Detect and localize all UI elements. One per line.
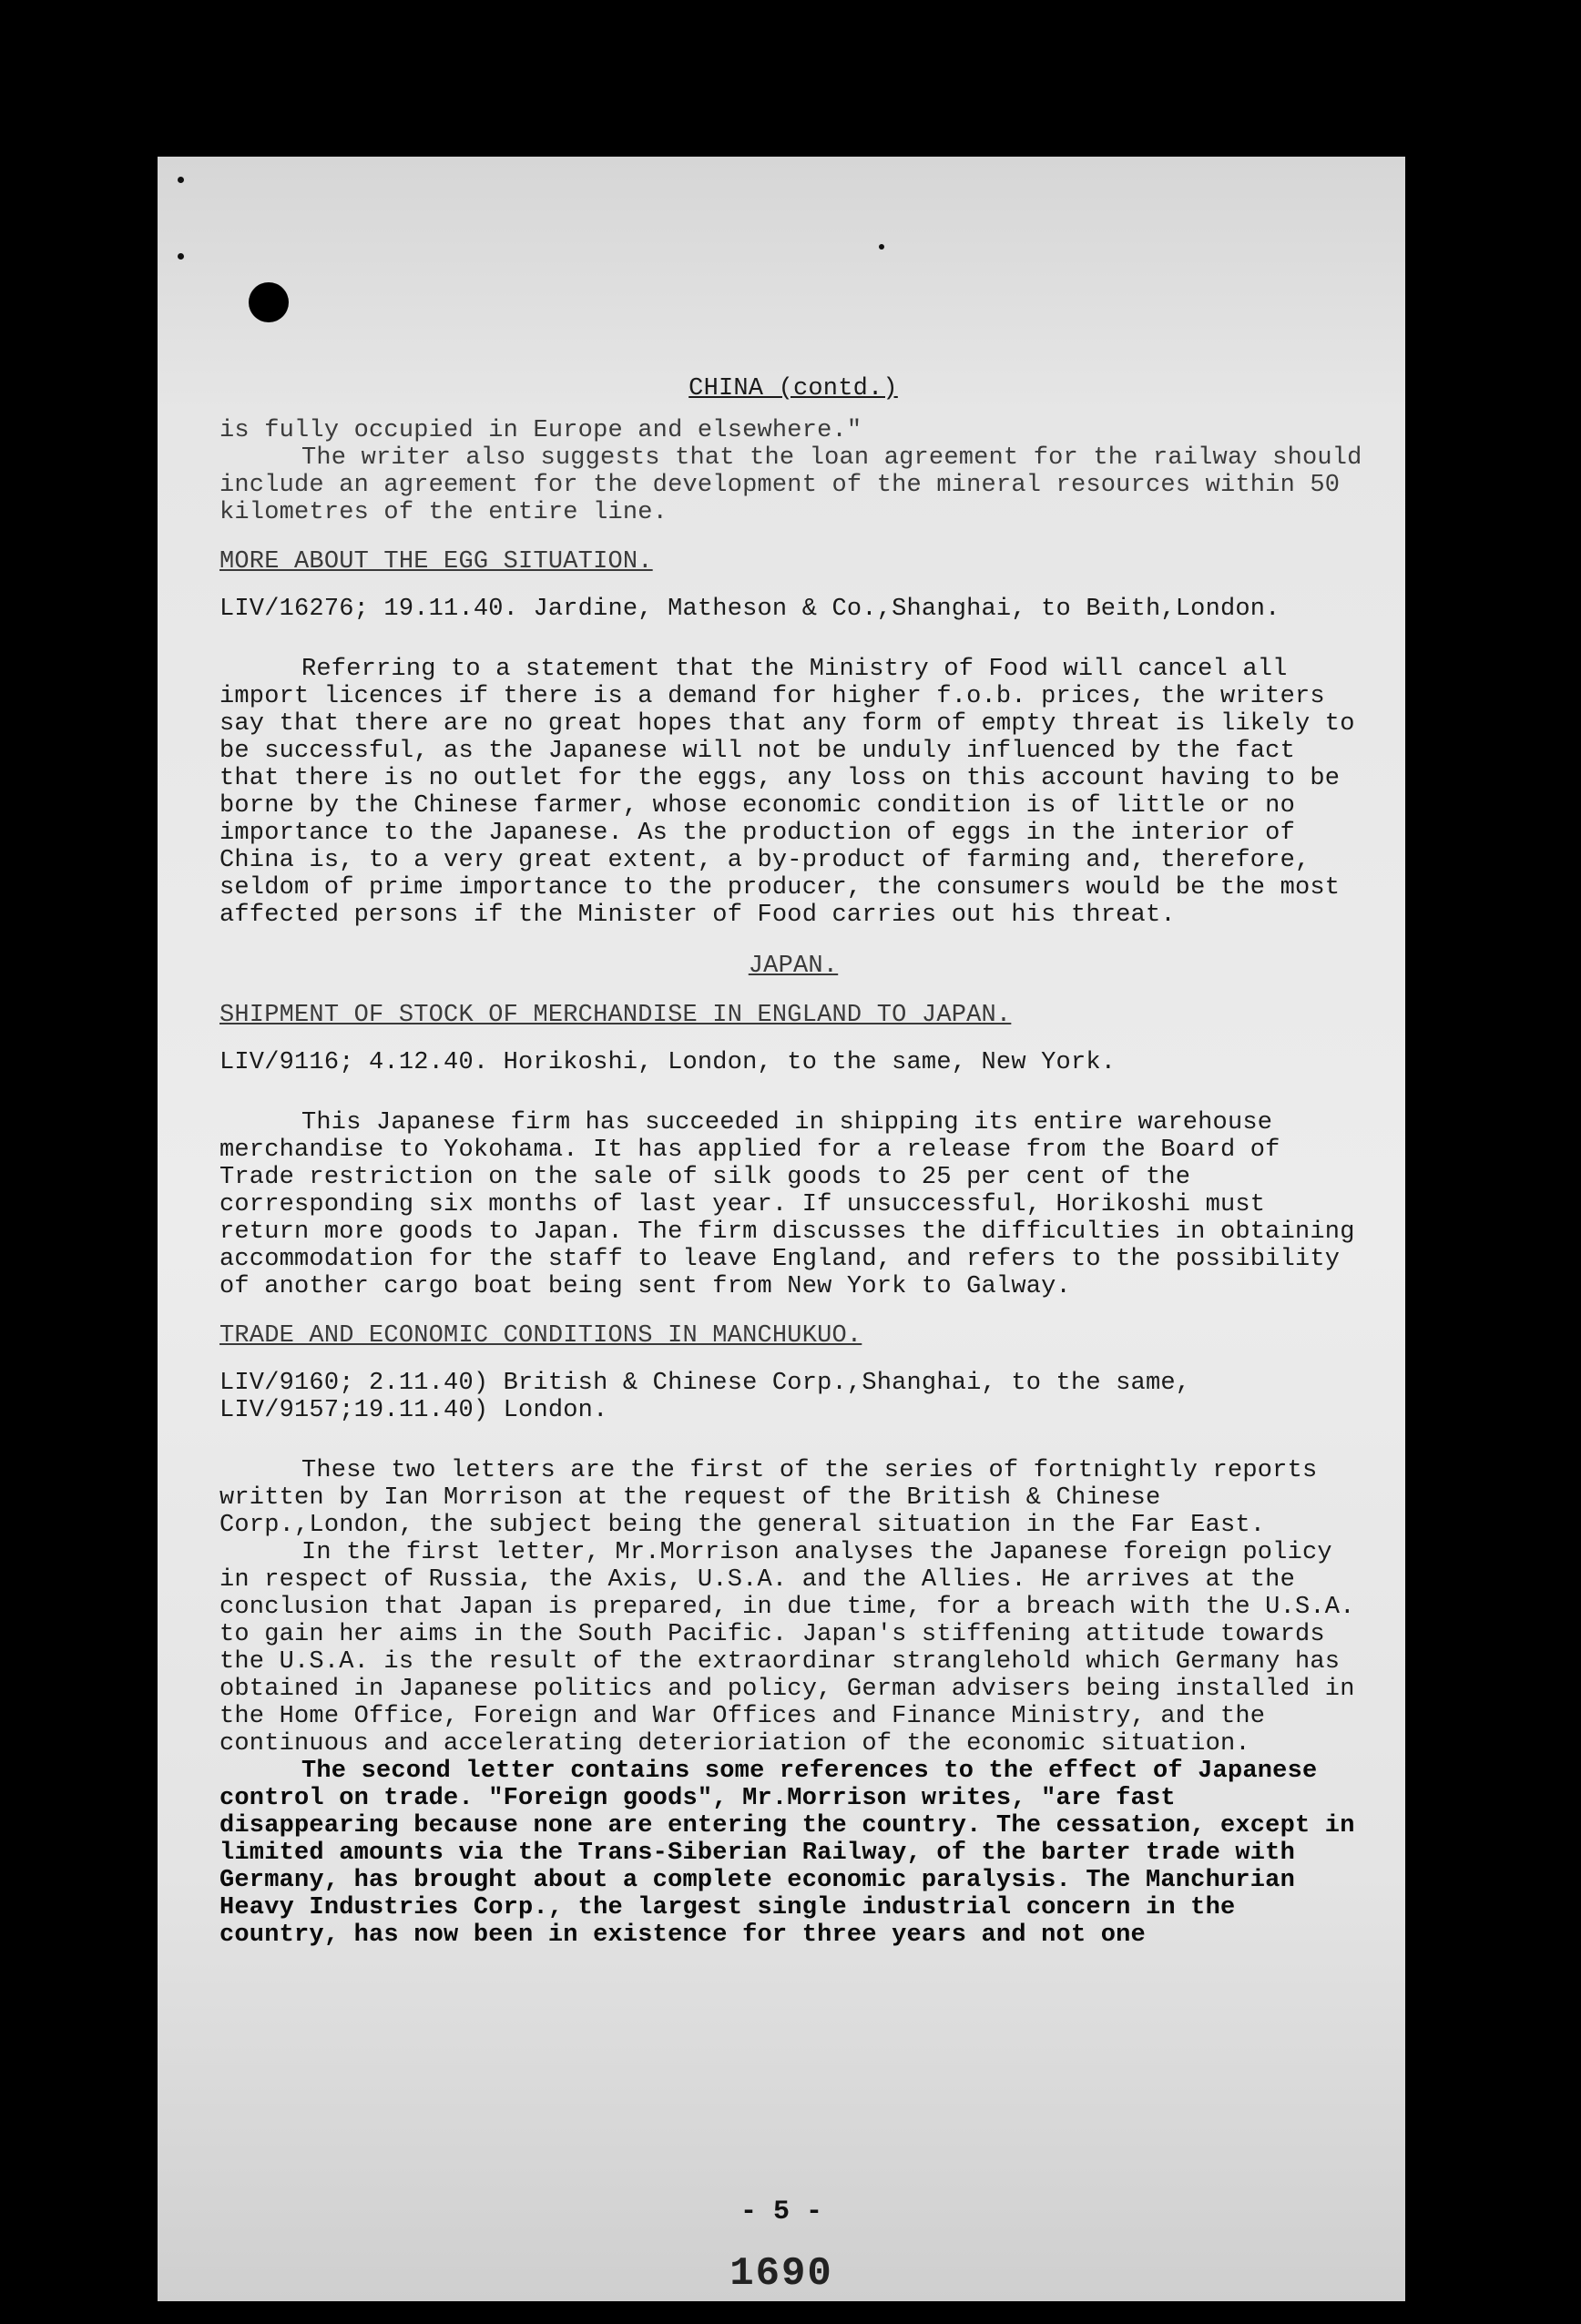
- section-heading-shipment: SHIPMENT OF STOCK OF MERCHANDISE IN ENGLAND TO JAPAN.: [219, 1002, 1012, 1029]
- paragraph-egg: Referring to a statement that the Ministry of Food will cancel all import licences if there is a demand for higher f.o.b. prices, the writers say that there are no great hopes that any form of empty threat is likely to be successful, as the Japanese will not be unduly influenced by the fact that there is no outlet for the eggs, any loss on this account having to be borne by the Chinese farmer, whose economic condition is of little or no importance to the Japanese. As the production of eggs in the interior of China is, to a very great extent, a by-product of farming and, therefore, seldom of prime importance to the producer, the consumers would be the most affected persons if the Minister of Food carries out his threat.: [219, 656, 1355, 929]
- japan-heading: JAPAN.: [748, 953, 839, 980]
- reference-shipment: LIV/9116; 4.12.40. Horikoshi, London, to the same, New York.: [219, 1049, 1117, 1076]
- document-page: [158, 157, 1405, 2301]
- paragraph-manchukuo-2: In the first letter, Mr.Morrison analyses the Japanese foreign policy in respect of Russia, the Axis, U.S.A. and the Allies. He arrives at the conclusion that Japan is prepared, in due time, for a breach with the U.S.A. to gain her aims in the South Pacific. Japan's stiffening attitude towards the U.S.A. is the result of the extraordinar stranglehold which Germany has obtained in Japanese politics and policy, German advisers being installed in the Home Office, Foreign and War Offices and Finance Ministry, and the continuous and accelerating deterioriation of the economic situation.: [219, 1539, 1355, 1758]
- punch-hole: [249, 282, 289, 322]
- paragraph-shipment: This Japanese firm has succeeded in shipping its entire warehouse merchandise to Yokohama. It has applied for a release from the Board of Trade restriction on the sale of silk goods to 25 per cent of the corresponding six months of last year. If unsuccessful, Horikoshi must return more goods to Japan. The firm discusses the difficulties in obtaining accommodation for the staff to leave England, and refers to the possibility of another cargo boat being sent from New York to Galway.: [219, 1109, 1355, 1300]
- reference-egg: LIV/16276; 19.11.40. Jardine, Matheson & Co.,Shanghai, to Beith,London.: [219, 596, 1280, 623]
- opening-paragraph: The writer also suggests that the loan agreement for the railway should include an agreement for the development of the mineral resources within 50 kilometres of the entire line.: [219, 444, 1362, 526]
- paragraph-manchukuo-3: The second letter contains some references to the effect of Japanese control on trade. "Foreign goods", Mr.Morrison writes, "are fast disappearing because none are entering the country. The cessation, except in limited amounts via the Trans-Siberian Railway, of the barter trade with Germany, has brought about a complete economic paralysis. The Manchurian Heavy Industries Corp., the largest single industrial concern in the country, has now been in existence for three years and not one: [219, 1758, 1355, 1949]
- continued-heading: CHINA (contd.): [688, 375, 898, 403]
- speck: [178, 253, 184, 260]
- stamp-number: 1690: [729, 2251, 833, 2297]
- document-body: [219, 375, 1367, 1949]
- opening-line: is fully occupied in Europe and elsewhere.": [219, 417, 862, 444]
- reference-manchukuo-1: LIV/9160; 2.11.40) British & Chinese Corp.,Shanghai, to the same,: [219, 1370, 1191, 1397]
- section-heading-manchukuo: TRADE AND ECONOMIC CONDITIONS IN MANCHUKUO.: [219, 1322, 862, 1350]
- paragraph-manchukuo-1: These two letters are the first of the series of fortnightly reports written by Ian Morrison at the request of the British & Chinese Corp.,London, the subject being the general situation in the Far East.: [219, 1457, 1318, 1539]
- speck: [879, 244, 884, 250]
- page-number: - 5 -: [740, 2197, 822, 2227]
- reference-manchukuo-2: LIV/9157;19.11.40) London.: [219, 1397, 608, 1424]
- section-heading-egg: MORE ABOUT THE EGG SITUATION.: [219, 548, 653, 576]
- speck: [178, 177, 184, 183]
